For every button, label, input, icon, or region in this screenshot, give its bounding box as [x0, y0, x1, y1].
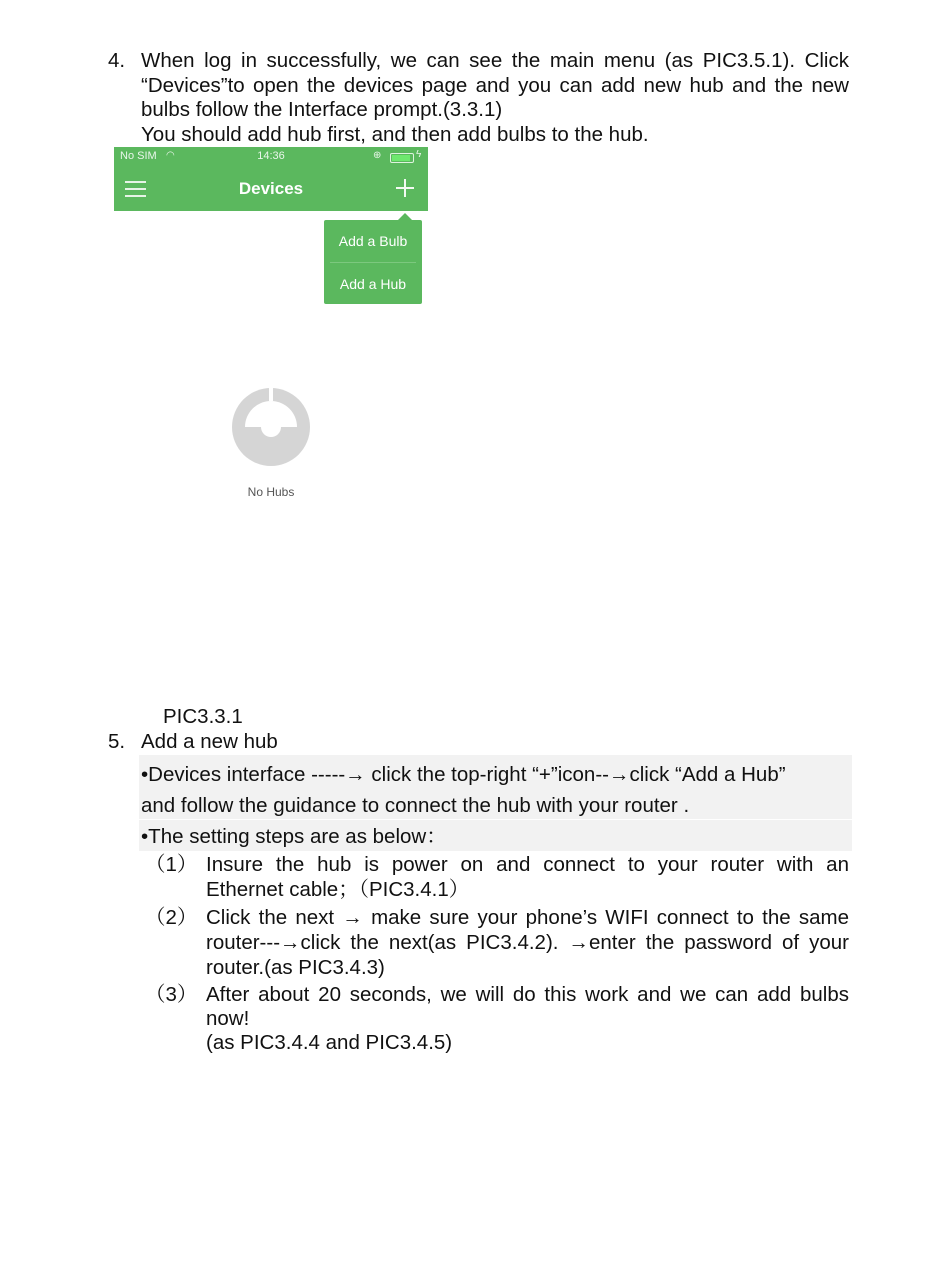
substep-line: router.(as PIC3.4.3) [206, 956, 385, 979]
bullet-line: •The setting steps are as below： [141, 825, 447, 848]
charging-icon: ϟ [416, 149, 422, 160]
substep-line: After about 20 seconds, we will do this work and we can add bulbs [206, 983, 849, 1006]
add-dropdown-menu [324, 220, 422, 304]
section-heading: Add a new hub [141, 730, 278, 753]
bullet-line: •Devices interface -----→ click the top-right “+”icon--→click “Add a Hub” [141, 763, 786, 786]
substep-number: （3） [145, 983, 198, 1006]
dropdown-caret [398, 213, 412, 220]
wifi-icon: ◠ [166, 150, 175, 161]
substep-number: （2） [145, 906, 198, 929]
step-number: 4. [108, 49, 126, 72]
substep-line: (as PIC3.4.4 and PIC3.4.5) [206, 1031, 453, 1054]
paragraph-line: You should add hub first, and then add bulbs to the hub. [141, 123, 649, 146]
menu-item-add-bulb[interactable]: Add a Bulb [338, 233, 408, 249]
paragraph-line: bulbs follow the Interface prompt.(3.3.1) [141, 98, 503, 121]
empty-state-label: No Hubs [247, 485, 295, 499]
menu-item-add-hub[interactable]: Add a Hub [339, 276, 407, 292]
battery-icon [390, 153, 414, 163]
hub-placeholder-icon [231, 387, 311, 467]
substep-line: Ethernet cable；（PIC3.4.1） [206, 878, 470, 901]
add-icon[interactable] [396, 179, 414, 197]
status-bar [114, 147, 428, 167]
clock: 14:36 [257, 150, 285, 162]
substep-line: now! [206, 1007, 250, 1030]
substep-line: router---→click the next(as PIC3.4.2). →enter the password of your [206, 931, 849, 954]
substep-line: Insure the hub is power on and connect to your router with an [206, 853, 849, 876]
nav-bar [114, 167, 428, 211]
substep-line: Click the next → make sure your phone’s WIFI connect to the same [206, 906, 849, 929]
paragraph-line: When log in successfully, we can see the main menu (as PIC3.5.1). Click [141, 49, 849, 72]
rotation-lock-icon: ⊕ [373, 150, 382, 161]
step-number: 5. [108, 730, 126, 753]
figure-caption: PIC3.3.1 [163, 705, 243, 728]
page-title: Devices [238, 179, 304, 198]
paragraph-line: “Devices”to open the devices page and you can add new hub and the new [141, 74, 849, 97]
app-screenshot [114, 147, 428, 707]
substep-number: （1） [145, 853, 198, 876]
carrier-label: No SIM [120, 150, 157, 162]
bullet-line: and follow the guidance to connect the hub with your router . [141, 794, 690, 817]
